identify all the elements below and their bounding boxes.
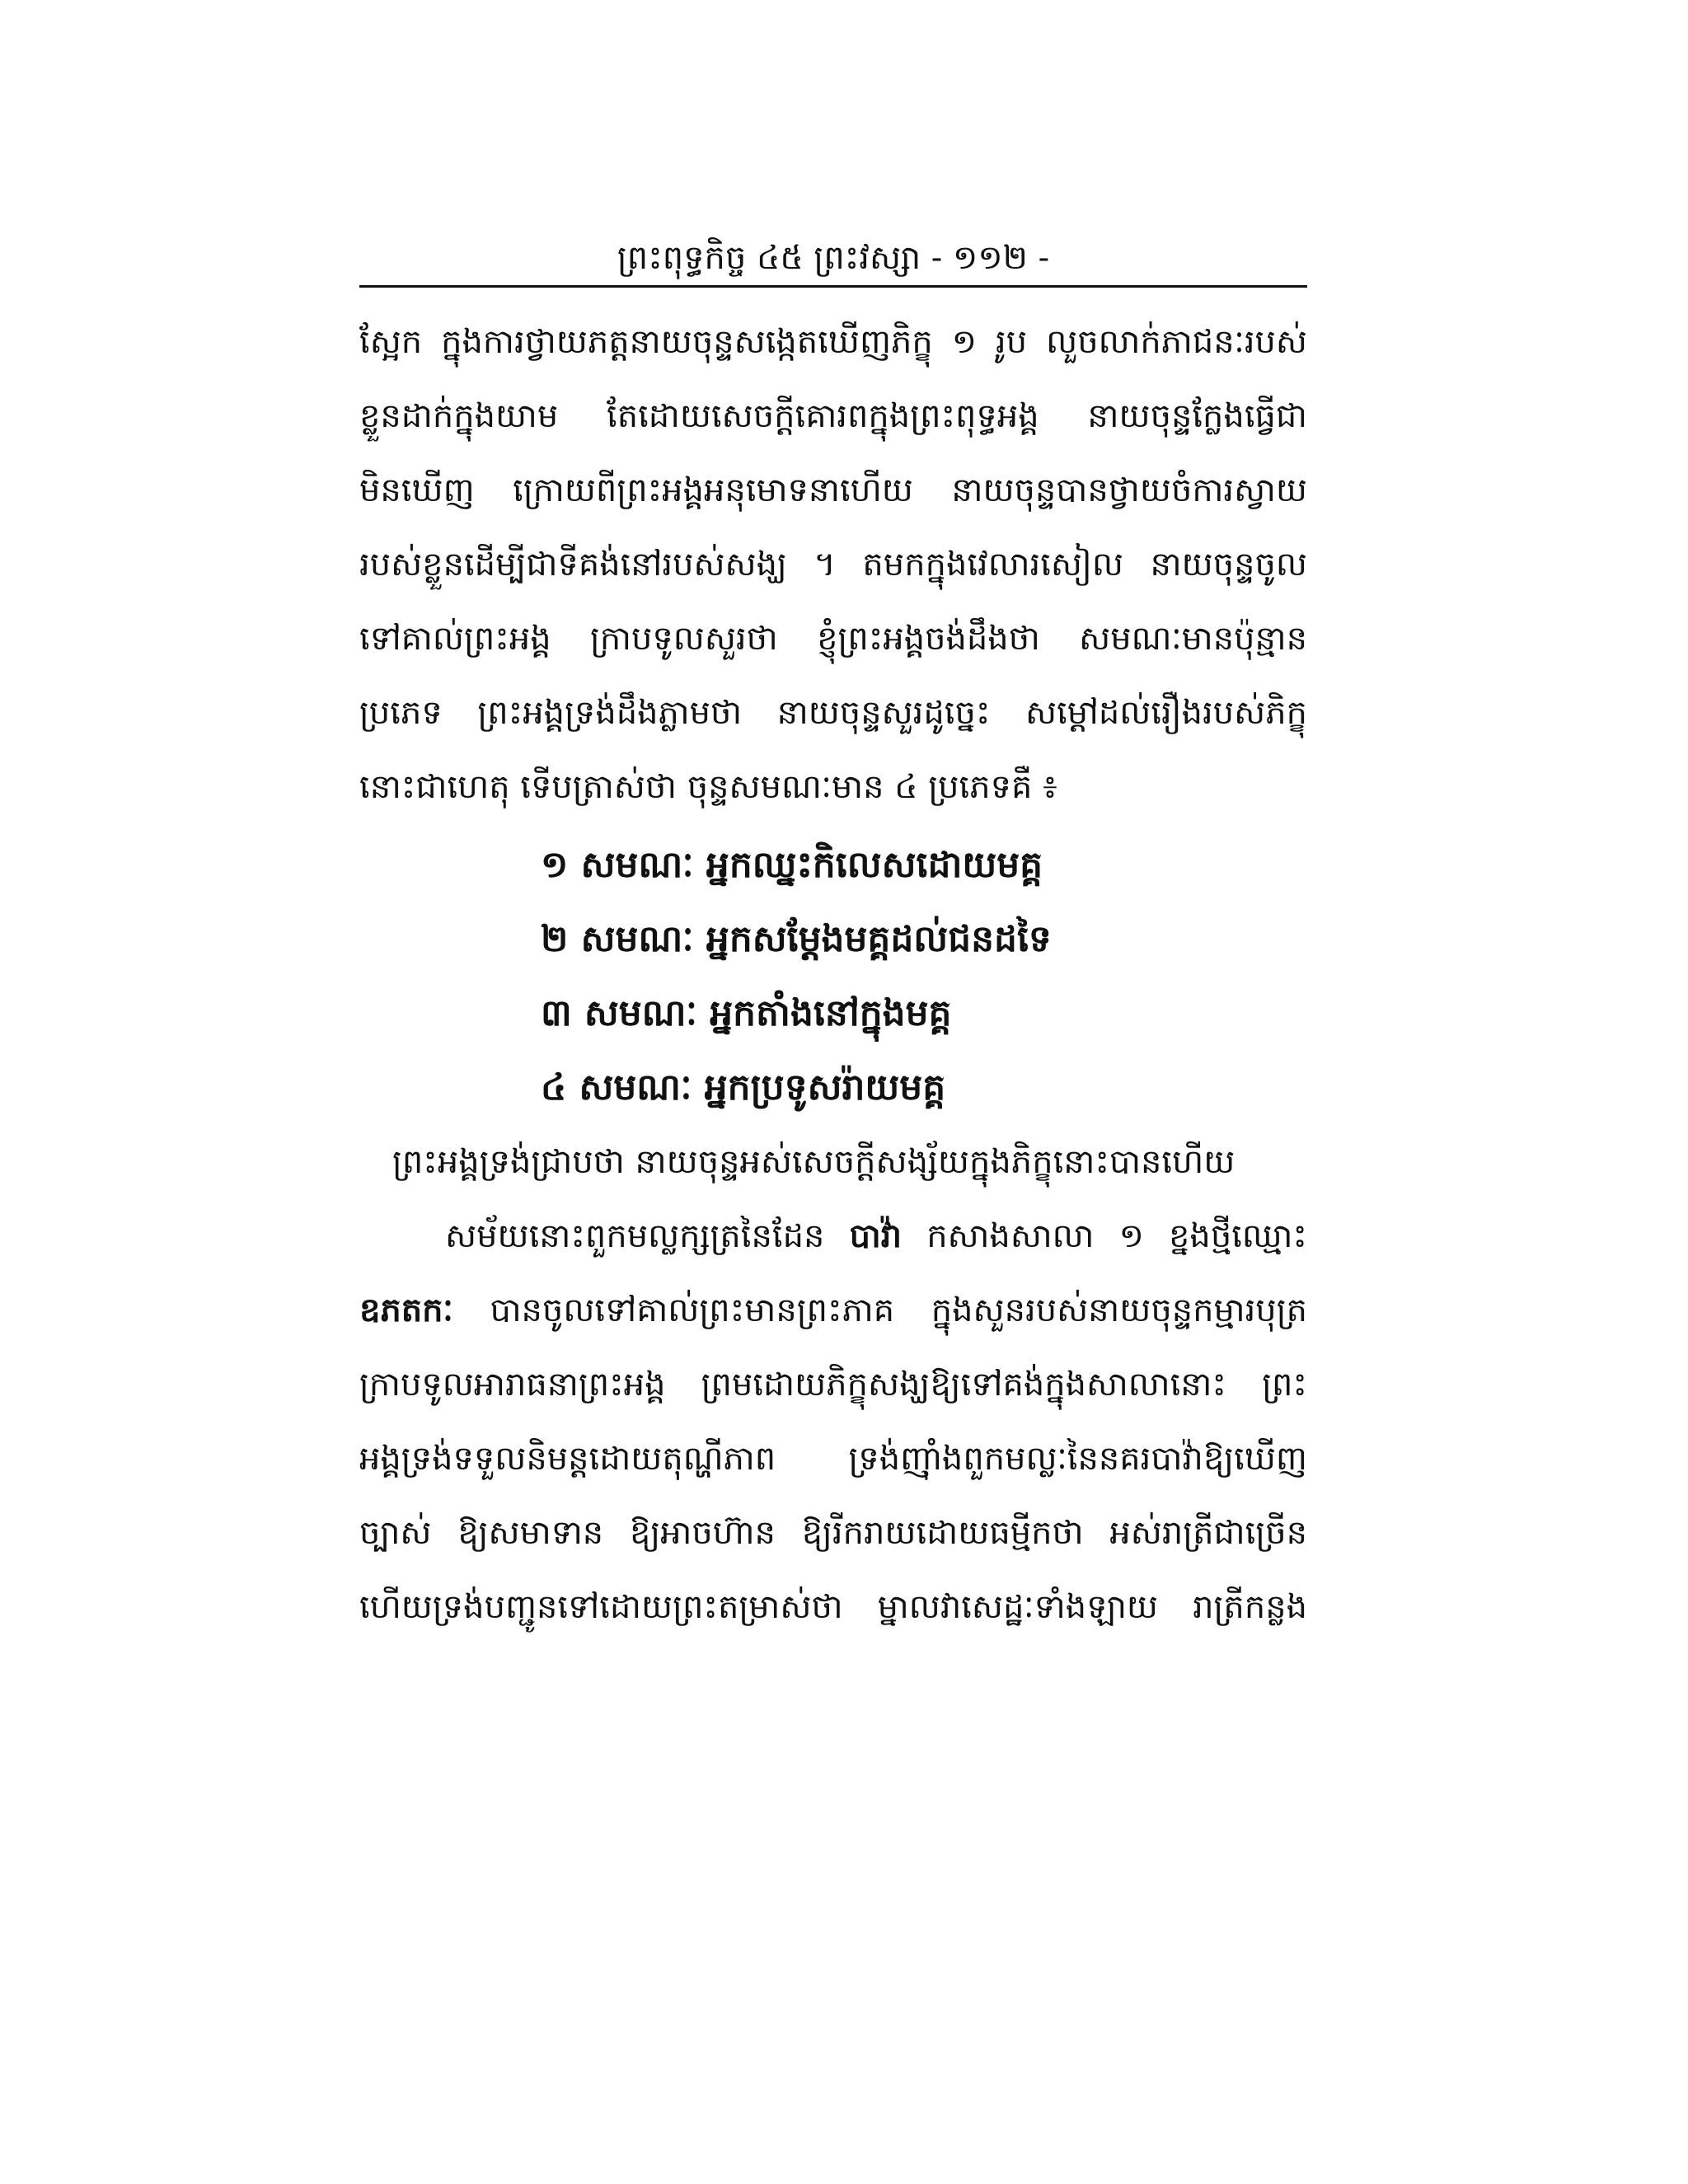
paragraph-line	[445, 1199, 1307, 1273]
paragraph-line: របស់ខ្លួនដើម្បីជាទីគង់នៅរបស់សង្ឃ ។ តមកក្នុងវេលារសៀល នាយចុន្ទចូល	[359, 546, 1307, 583]
list-item: ២ សមណៈ អ្នកសម្ដែងមគ្គដល់ជនដទៃ	[541, 918, 1052, 960]
paragraph-line: មិនឃើញ ក្រោយពីព្រះអង្គអនុមោទនាហើយ នាយចុន្ទបានថ្វាយចំការស្វាយ	[359, 471, 1307, 509]
hall-name: ឧភតកៈ	[359, 1291, 453, 1329]
paragraph-line: ហើយទ្រង់បញ្ជូនទៅដោយព្រះតម្រាស់ថា ម្នាលវាសេដ្ឋៈទាំងឡាយ រាត្រីកន្លង	[359, 1588, 1307, 1626]
paragraph-line: ព្រះអង្គទ្រង់ជ្រាបថា នាយចុន្ទអស់សេចក្ដីសង្ស័យក្នុងភិក្ខុនោះបានហើយ	[392, 1143, 1236, 1181]
paragraph-line	[359, 1273, 1307, 1347]
paragraph-line: អង្គទ្រង់ទទួលនិមន្តដោយតុណ្ហីភាព ទ្រង់ញ៉ាំងពួកមល្លៈនៃនគរបាវ៉ាឱ្យឃើញ	[359, 1440, 1307, 1478]
paragraph-line: ស្អែក ក្នុងការថ្វាយភត្តនាយចុន្ទសង្កេតឃើញភិក្ខុ ១ រូប លួចលាក់ភាជនៈរបស់	[359, 323, 1307, 361]
list-item: ៤ សមណៈ អ្នកប្រទូសរ៉ាយមគ្គ	[541, 1066, 946, 1108]
running-header: ព្រះពុទ្ធកិច្ច ៤៥ ព្រះវស្សា - ១១២ -	[617, 239, 1050, 277]
text-run: សម័យនោះពួកមល្លក្សត្រនៃដែន	[445, 1217, 825, 1255]
list-item: ៣ សមណៈ អ្នកតាំងនៅក្នុងមគ្គ	[541, 992, 952, 1034]
place-name: បាវ៉ា	[849, 1216, 903, 1255]
header-divider	[359, 285, 1307, 288]
list-item: ១ សមណៈ អ្នកឈ្នះកិលេសដោយមគ្គ	[541, 844, 1043, 886]
paragraph-line: ច្បាស់ ឱ្យសមាទាន ឱ្យអាចហ៊ាន ឱ្យរីករាយដោយធម្មីកថា អស់រាត្រីជាច្រើន	[359, 1514, 1307, 1552]
paragraph-line: ក្រាបទូលអារាធនាព្រះអង្គ ព្រមដោយភិក្ខុសង្ឃឱ្យទៅគង់ក្នុងសាលានោះ ព្រះ	[359, 1366, 1307, 1404]
paragraph-line: ខ្លួនដាក់ក្នុងយាម តែដោយសេចក្ដីគោរពក្នុងព្រះពុទ្ធអង្គ នាយចុន្ទក្លែងធ្វើជា	[359, 397, 1307, 435]
text-run: កសាងសាលា ១ ខ្នងថ្មីឈ្មោះ	[926, 1217, 1307, 1255]
paragraph-line: នោះជាហេតុ ទើបត្រាស់ថា ចុន្ទសមណៈមាន ៤ ប្រភេទគឺ ៖	[359, 768, 1057, 806]
paragraph-line: ប្រភេទ ព្រះអង្គទ្រង់ដឹងភ្លាមថា នាយចុន្ទសួរដូច្នេះ សម្ដៅដល់រឿងរបស់ភិក្ខុ	[359, 694, 1307, 732]
text-run: បានចូលទៅគាល់ព្រះមានព្រះភាគ ក្នុងសួនរបស់នាយចុន្ទកម្មារបុត្រ	[490, 1291, 1307, 1329]
paragraph-line: ទៅគាល់ព្រះអង្គ ក្រាបទូលសួរថា ខ្ញុំព្រះអង្គចង់ដឹងថា សមណៈមានប៉ុន្មាន	[359, 620, 1307, 658]
